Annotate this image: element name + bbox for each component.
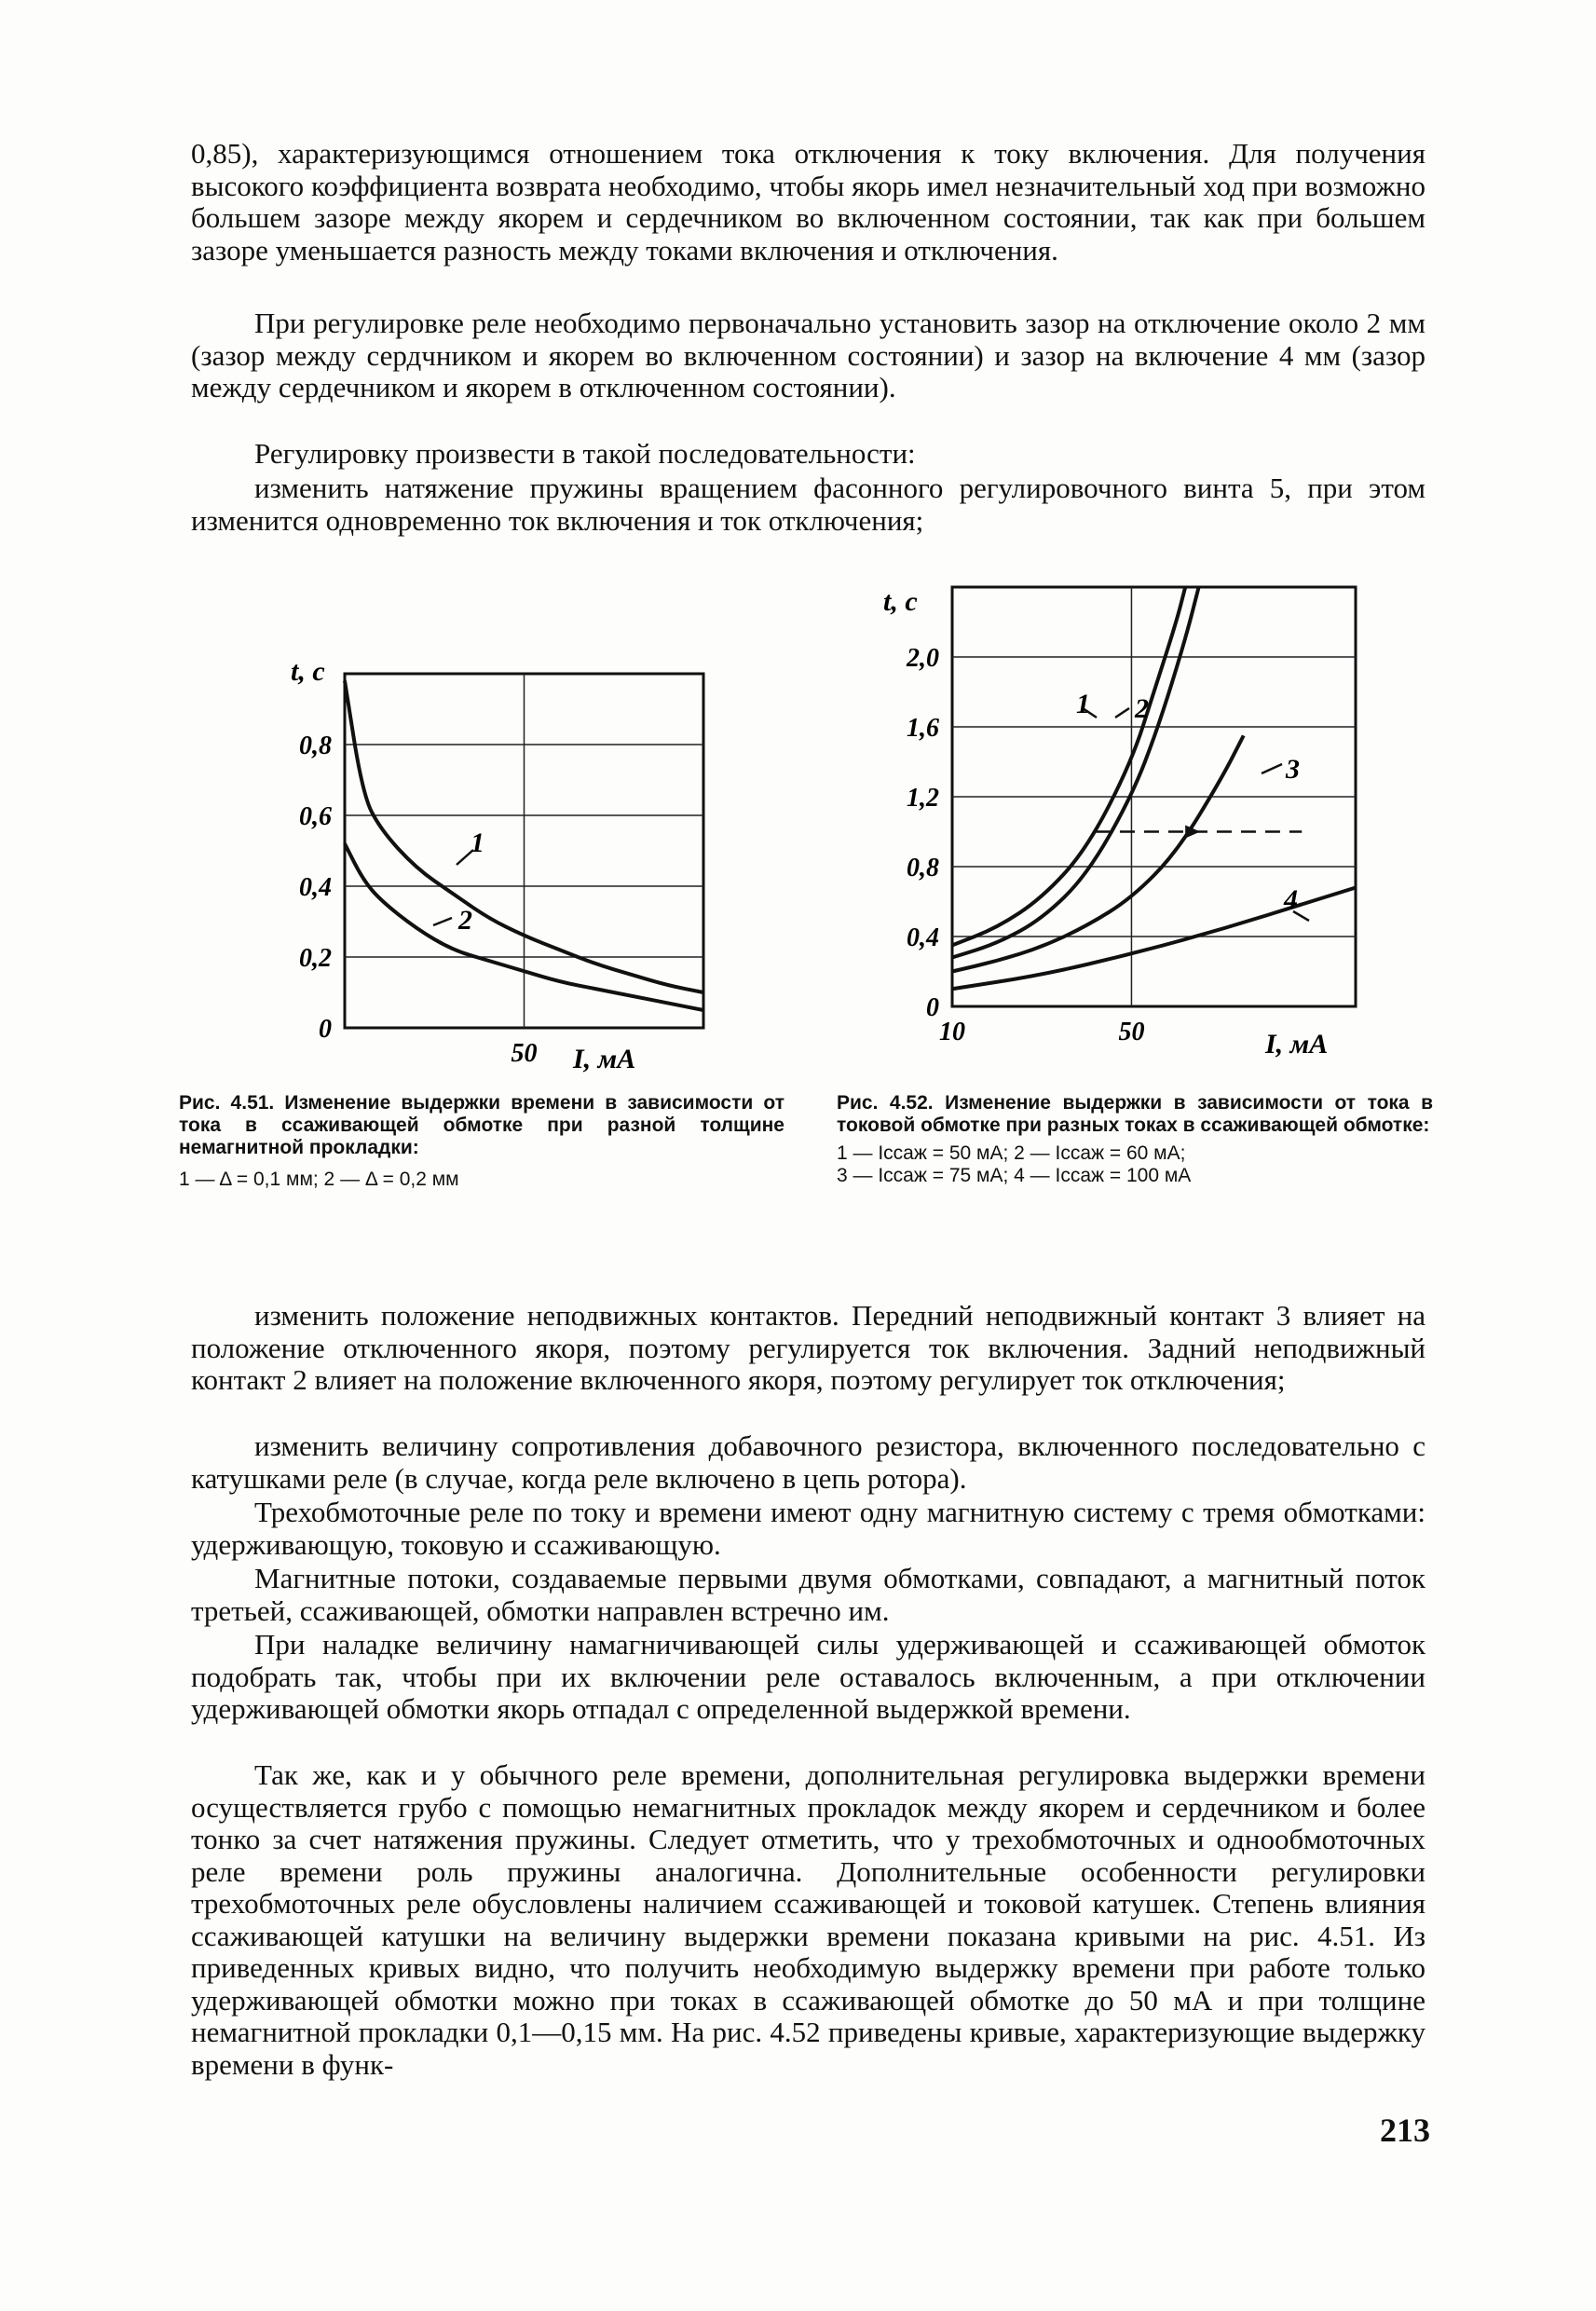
figure-4-51-legend: 1 — Δ = 0,1 мм; 2 — Δ = 0,2 мм xyxy=(179,1169,459,1190)
paragraph-4: изменить натяжение пружины вращением фасонного регулировочного винта 5, при этом изменится одновременно ток включения и ток отключения; xyxy=(191,472,1425,537)
figure-4-52-y-tick: 0,8 xyxy=(907,854,939,882)
figure-4-52-y-tick: 0 xyxy=(926,993,939,1022)
paragraph-10: Так же, как и у обычного реле времени, дополнительная регулировка выдержки времени осуществляется грубо с помощью немагнитных прокладок между якорем и сердечником и более тонко за счет натяжения пружины. Следует отметить, что у трехобмоточных и однообмоточных реле времени роль пружины аналогична. Дополнительные особенности регулировки трехобмоточных реле обусловлены наличием ссаживающей и токовой катушек. Степень влияния ссаживающей катушки на величину выдержки времени показана кривыми на рис. 4.51. Из приведенных кривых видно, что получить необходимую выдержку времени при работе только удерживающей обмотки можно при токах в ссаживающей обмотке до 50 мА и при толщине немагнитной прокладки 0,1—0,15 мм. На рис. 4.52 приведены кривые, характеризующие выдержку времени в функ- xyxy=(191,1758,1425,2081)
figure-4-52-curve-label-4: 4 xyxy=(1284,884,1298,915)
figure-4-51-curve-leader-2 xyxy=(433,918,452,925)
figure-4-52-caption-text: Рис. 4.52. Изменение выдержки в зависимости от тока в токовой обмотке при разных токах в ссаживающей обмотке: xyxy=(837,1092,1433,1136)
figure-4-51-x-tick: 50 xyxy=(511,1039,538,1068)
figure-4-51-y-label: t, c xyxy=(291,656,325,687)
figure-4-52-curve-2 xyxy=(952,587,1199,958)
figure-4-51-caption-text: Рис. 4.51. Изменение выдержки времени в зависимости от тока в ссаживающей обмотке при разной толщине немагнитной прокладки: xyxy=(179,1092,784,1158)
figure-4-52-x-label: I, мА xyxy=(1265,1029,1329,1060)
figure-4-51-curve-label-1: 1 xyxy=(471,827,484,858)
figure-4-52-y-tick: 2,0 xyxy=(907,644,939,673)
figure-4-51-caption xyxy=(179,1092,784,1191)
paragraph-5: изменить положение неподвижных контактов. Передний неподвижный контакт 3 влияет на положение отключенного якоря, поэтому регулируется ток включения. Задний неподвижный контакт 2 влияет на положение включенного якоря, поэтому регулирует ток отключения; xyxy=(191,1299,1425,1396)
paragraph-9: При наладке величину намагничивающей силы удерживающей и ссаживающей обмоток подобрать так, чтобы при их включении реле оставалось включенным, а при отключении удерживающей обмотки якорь отпадал с определенной выдержкой времени. xyxy=(191,1628,1425,1725)
figure-4-52-y-tick: 1,6 xyxy=(907,714,939,743)
figure-4-52-caption xyxy=(837,1092,1433,1187)
figure-4-52-grid xyxy=(952,587,1356,1006)
figure-4-52-curves xyxy=(952,587,1356,989)
paragraph-3: Регулировку произвести в такой последовательности: xyxy=(254,437,916,470)
figure-4-51-x-label: I, мА xyxy=(573,1044,636,1074)
figure-4-52-curve-label-3: 3 xyxy=(1286,754,1300,785)
paragraph-2: При регулировке реле необходимо первоначально установить зазор на отключение около 2 мм (зазор между сердчником и якорем во включенном состоянии) и зазор на включение 4 мм (зазор между сердечником и якорем в отключенном состоянии). xyxy=(191,307,1425,403)
figure-4-52-curve-label-1: 1 xyxy=(1076,689,1090,719)
figure-4-51-y-tick: 0,2 xyxy=(299,944,332,973)
figure-4-51-y-tick: 0 xyxy=(319,1015,332,1044)
figure-4-52-x-tick: 10 xyxy=(939,1018,965,1046)
figure-4-52 xyxy=(866,568,1388,1062)
figure-4-52-y-tick: 1,2 xyxy=(907,784,939,813)
figure-4-51-curve-label-2: 2 xyxy=(458,905,472,936)
figure-4-52-curve-leader-2 xyxy=(1115,708,1129,718)
figure-4-52-legend-1: 1 — Iссаж = 50 мА; 2 — Iссаж = 60 мА; xyxy=(837,1142,1186,1164)
figure-4-51-ticks xyxy=(299,732,538,1068)
figure-4-52-legend-2: 3 — Iссаж = 75 мА; 4 — Iссаж = 100 мА xyxy=(837,1165,1192,1186)
page-number: 213 xyxy=(1380,2112,1430,2149)
paragraph-1: 0,85), характеризующимся отношением тока отключения к току включения. Для получения высокого коэффициента возврата необходимо, чтобы якорь имел незначительный ход при возможно большем зазоре между якорем и сердечником во включенном состоянии, так как при большем зазоре уменьшается разность между токами включения и отключения. xyxy=(191,137,1425,267)
figure-4-51-y-tick: 0,4 xyxy=(299,873,332,902)
figure-4-52-curve-leader-3 xyxy=(1262,764,1282,773)
figure-4-52-y-label: t, c xyxy=(883,586,918,617)
figure-4-51 xyxy=(270,643,717,1081)
figure-4-52-x-tick: 50 xyxy=(1118,1018,1145,1046)
figure-4-51-y-tick: 0,8 xyxy=(299,732,332,760)
figure-4-51-y-tick: 0,6 xyxy=(299,802,332,831)
paragraph-8: Магнитные потоки, создаваемые первыми двумя обмотками, совпадают, а магнитный поток третьей, ссаживающей, обмотки направлен встречно им. xyxy=(191,1562,1425,1627)
figure-4-52-curve-label-2: 2 xyxy=(1135,693,1149,724)
figure-4-52-ticks xyxy=(906,644,1144,1046)
paragraph-6: изменить величину сопротивления добавочного резистора, включенного последовательно с катушками реле (в случае, когда реле включено в цепь ротора). xyxy=(191,1429,1425,1495)
figure-4-52-y-tick: 0,4 xyxy=(907,923,939,952)
paragraph-7: Трехобмоточные реле по току и времени имеют одну магнитную систему с тремя обмотками: удерживающую, токовую и ссаживающую. xyxy=(191,1496,1425,1561)
